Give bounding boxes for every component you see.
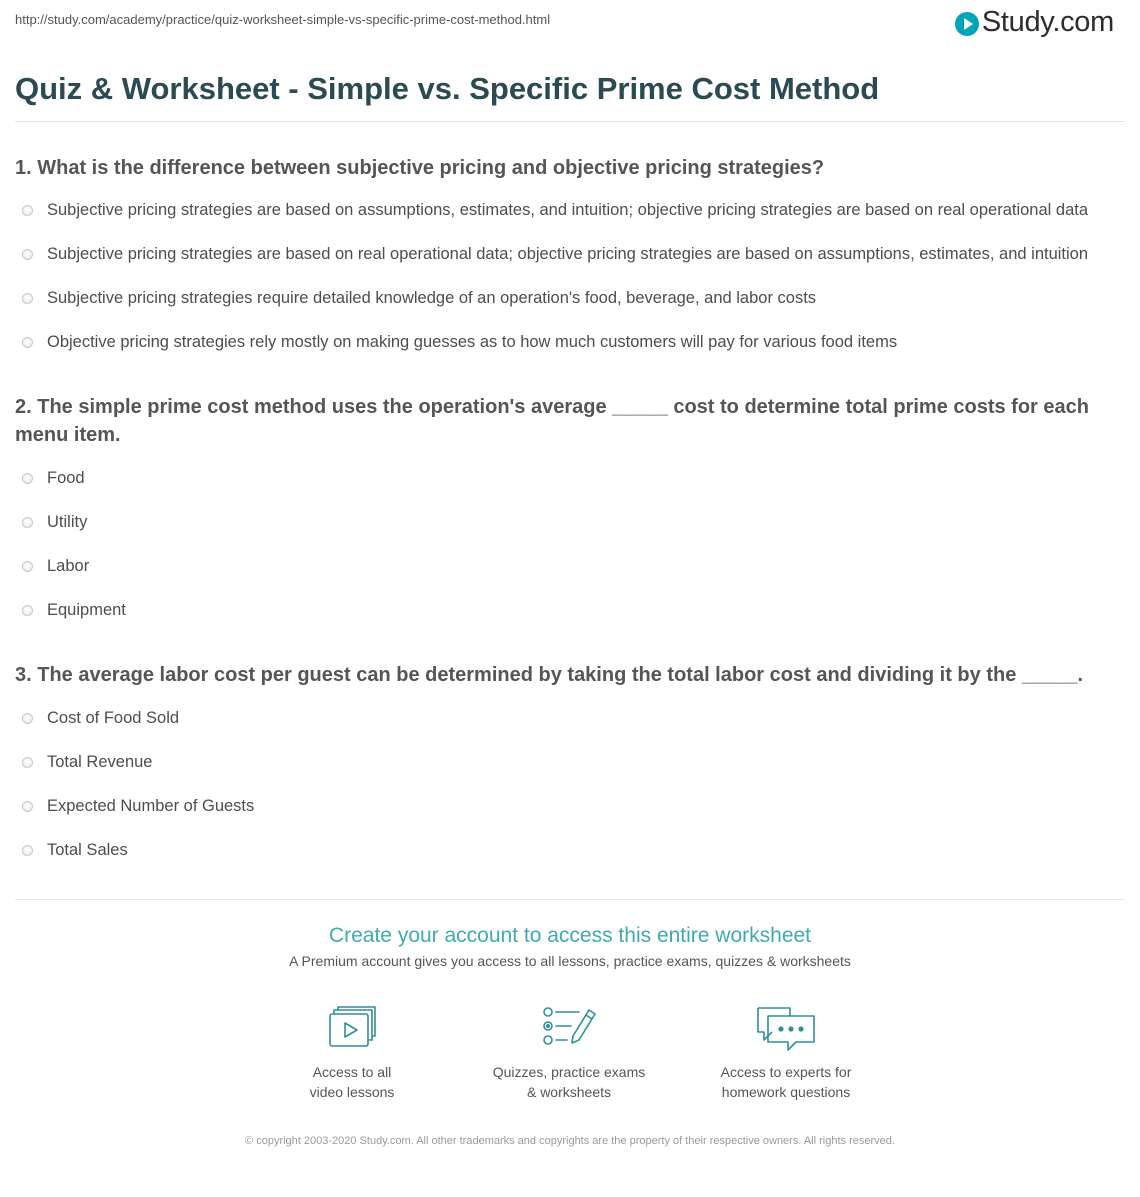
question-3-text: 3. The average labor cost per guest can be determined by taking the total labor cost and dividing it by the _____.: [15, 664, 1084, 686]
radio-button-icon[interactable]: [22, 757, 33, 768]
feature-quizzes: [469, 1004, 669, 1102]
feature-label-line1: Quizzes, practice exams: [492, 1064, 646, 1080]
create-account-link[interactable]: Create your account to access this entire worksheet: [328, 924, 812, 947]
radio-button-icon[interactable]: [22, 293, 33, 304]
cta-divider: [15, 899, 1125, 900]
option-label: Expected Number of Guests: [47, 796, 255, 815]
radio-button-icon[interactable]: [22, 561, 33, 572]
q3-option-c[interactable]: [22, 795, 254, 817]
q1-option-d[interactable]: [22, 331, 897, 353]
page-url: http://study.com/academy/practice/quiz-worksheet-simple-vs-specific-prime-cost-method.html: [15, 12, 551, 27]
radio-button-icon[interactable]: [22, 517, 33, 528]
radio-button-icon[interactable]: [22, 249, 33, 260]
question-2-text: 2. The simple prime cost method uses the operation's average _____ cost to determine total prime costs for each menu item.: [15, 396, 1089, 446]
feature-experts: [686, 1004, 886, 1102]
option-label: Cost of Food Sold: [47, 708, 180, 727]
feature-label-line1: Access to all: [312, 1064, 392, 1080]
option-label: Utility: [47, 512, 88, 531]
q1-option-c[interactable]: [22, 287, 816, 309]
feature-label-line2: & worksheets: [526, 1084, 612, 1100]
feature-label-line1: Access to experts for: [720, 1064, 852, 1080]
option-label: Equipment: [47, 600, 126, 619]
quiz-checklist-icon: [541, 1004, 597, 1050]
question-1-text: 1. What is the difference between subjective pricing and objective pricing strategies?: [15, 157, 825, 179]
radio-button-icon[interactable]: [22, 801, 33, 812]
radio-button-icon[interactable]: [22, 713, 33, 724]
feature-label-line2: homework questions: [721, 1084, 851, 1100]
radio-button-icon[interactable]: [22, 845, 33, 856]
premium-description: A Premium account gives you access to all lessons, practice exams, quizzes & worksheets: [289, 953, 851, 969]
study-logo[interactable]: [955, 6, 1114, 39]
q3-option-b[interactable]: [22, 751, 153, 773]
q2-option-a[interactable]: [22, 467, 85, 489]
q2-option-b[interactable]: [22, 511, 87, 533]
feature-label-line2: video lessons: [309, 1084, 395, 1100]
radio-button-icon[interactable]: [22, 605, 33, 616]
option-label: Total Sales: [47, 840, 128, 859]
expert-chat-icon: [754, 1004, 818, 1054]
radio-button-icon[interactable]: [22, 337, 33, 348]
option-label: Food: [47, 468, 85, 487]
q2-option-c[interactable]: [22, 555, 89, 577]
q3-option-a[interactable]: [22, 707, 179, 729]
logo-text: Study.com: [981, 6, 1114, 38]
title-divider: [15, 121, 1125, 122]
radio-button-icon[interactable]: [22, 473, 33, 484]
page-title: Quiz & Worksheet - Simple vs. Specific Prime Cost Method: [15, 71, 880, 106]
q1-option-b[interactable]: [22, 243, 1088, 265]
video-lessons-icon: [326, 1004, 378, 1050]
option-label: Subjective pricing strategies are based on assumptions, estimates, and intuition; objective pricing strategies are based on real operational data: [47, 200, 1089, 219]
play-logo-icon: [955, 12, 979, 36]
copyright-footer: © copyright 2003-2020 Study.com. All other trademarks and copyrights are the property of their respective owners. All rights reserved.: [245, 1135, 895, 1147]
radio-button-icon[interactable]: [22, 205, 33, 216]
q3-option-d[interactable]: [22, 839, 128, 861]
option-label: Objective pricing strategies rely mostly on making guesses as to how much customers will pay for various food items: [47, 332, 898, 351]
q2-option-d[interactable]: [22, 599, 126, 621]
option-label: Subjective pricing strategies require detailed knowledge of an operation's food, beverage, and labor costs: [47, 288, 817, 307]
option-label: Total Revenue: [47, 752, 153, 771]
feature-video-lessons: [252, 1004, 452, 1102]
option-label: Labor: [47, 556, 90, 575]
q1-option-a[interactable]: [22, 199, 1088, 221]
option-label: Subjective pricing strategies are based on real operational data; objective pricing strategies are based on assumptions, estimates, and intuition: [47, 244, 1089, 263]
